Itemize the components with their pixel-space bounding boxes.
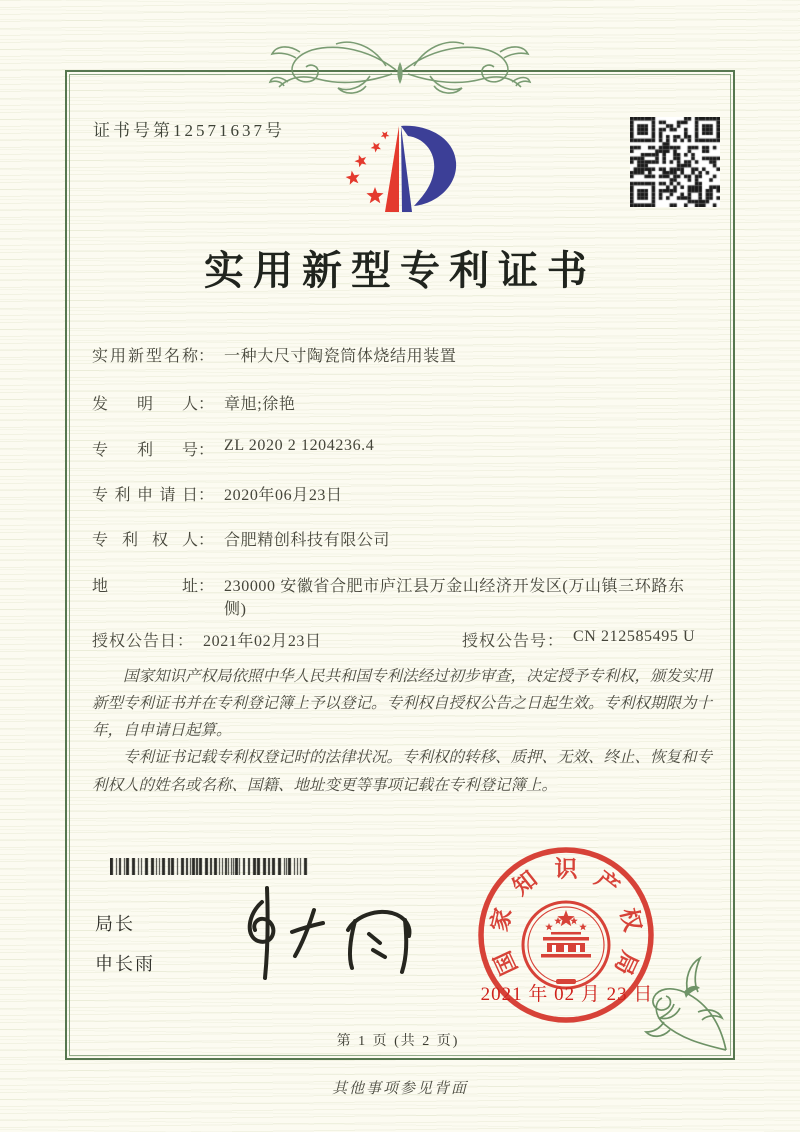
certificate-title: 实用新型专利证书 — [204, 248, 596, 293]
field-label: 专利权人 — [92, 532, 198, 549]
legal-paragraph-1: 国家知识产权局依照中华人民共和国专利法经过初步审查，决定授予专利权，颁发实用新型专利证书并在专利登记簿上予以登记。专利权自授权公告之日起生效。专利权期限为十年，自申请日起算。 — [92, 668, 713, 740]
commissioner-name: 申长雨 — [95, 954, 155, 974]
field-row-name — [92, 343, 716, 366]
logo-red-wedge — [385, 126, 399, 212]
logo-p-stem — [401, 126, 412, 212]
field-colon: ： — [198, 578, 215, 595]
field-label: 授权公告号 — [462, 633, 548, 650]
legal-paragraph-2: 专利证书记载专利权登记时的法律状况。专利权的转移、质押、无效、终止、恢复和专利权人的姓名或名称、国籍、地址变更等事项记载在专利登记簿上。 — [92, 749, 713, 794]
ornament-center-leaf — [397, 62, 402, 84]
svg-text:权: 权 — [615, 905, 646, 934]
field-value: ZL 2020 2 1204236.4 — [224, 437, 375, 454]
field-colon: ： — [198, 396, 215, 413]
field-row-patent-no — [92, 437, 716, 460]
field-colon: ： — [198, 532, 215, 549]
field-label: 发明人 — [92, 396, 198, 413]
field-label: 授权公告日 — [92, 633, 178, 650]
grant-no-group — [462, 628, 695, 651]
legal-text — [92, 663, 712, 799]
cnipa-logo — [328, 112, 478, 224]
field-colon: ： — [547, 633, 564, 650]
commissioner-signature — [222, 882, 432, 990]
field-colon: ： — [177, 633, 194, 650]
field-colon: ： — [198, 487, 215, 504]
svg-text:局: 局 — [609, 947, 643, 979]
field-value: 2021年02月23日 — [203, 633, 322, 650]
certificate-number: 证书号第12571637号 — [93, 121, 285, 140]
field-value: 一种大尺寸陶瓷筒体烧结用装置 — [224, 348, 457, 365]
field-label: 实用新型名称 — [92, 348, 198, 365]
field-value: 2020年06月23日 — [224, 487, 343, 504]
field-label: 专利号 — [92, 442, 198, 459]
field-colon: ： — [198, 442, 215, 459]
svg-text:国: 国 — [489, 947, 523, 979]
svg-text:识: 识 — [554, 856, 578, 882]
commissioner-block — [95, 910, 155, 990]
grant-date-group — [92, 628, 322, 651]
barcode — [110, 858, 310, 875]
field-value: 合肥精创科技有限公司 — [224, 532, 391, 549]
commissioner-title: 局长 — [95, 914, 135, 934]
seal-date: 2021 年 02 月 23 日 — [480, 984, 654, 1005]
field-label: 地址 — [92, 578, 198, 595]
logo-stars — [346, 131, 390, 203]
svg-text:家: 家 — [486, 905, 517, 934]
svg-text:产: 产 — [590, 866, 624, 900]
field-colon: ： — [198, 348, 215, 365]
field-row-address — [92, 573, 716, 619]
svg-text:知: 知 — [508, 866, 542, 900]
field-value: 章旭;徐艳 — [224, 396, 296, 413]
field-row-inventor — [92, 391, 716, 414]
field-value: CN 212585495 U — [573, 628, 696, 645]
back-side-note: 其他事项参见背面 — [331, 1081, 468, 1097]
field-value: 230000 安徽省合肥市庐江县万金山经济开发区(万山镇三环路东侧) — [224, 578, 685, 618]
field-label: 专利申请日 — [92, 487, 198, 504]
field-row-filing-date — [92, 482, 716, 505]
floral-ornament-top — [268, 40, 532, 100]
page-number: 第 1 页 (共 2 页) — [336, 1034, 460, 1049]
field-row-patentee — [92, 527, 716, 550]
qr-code — [630, 117, 720, 207]
